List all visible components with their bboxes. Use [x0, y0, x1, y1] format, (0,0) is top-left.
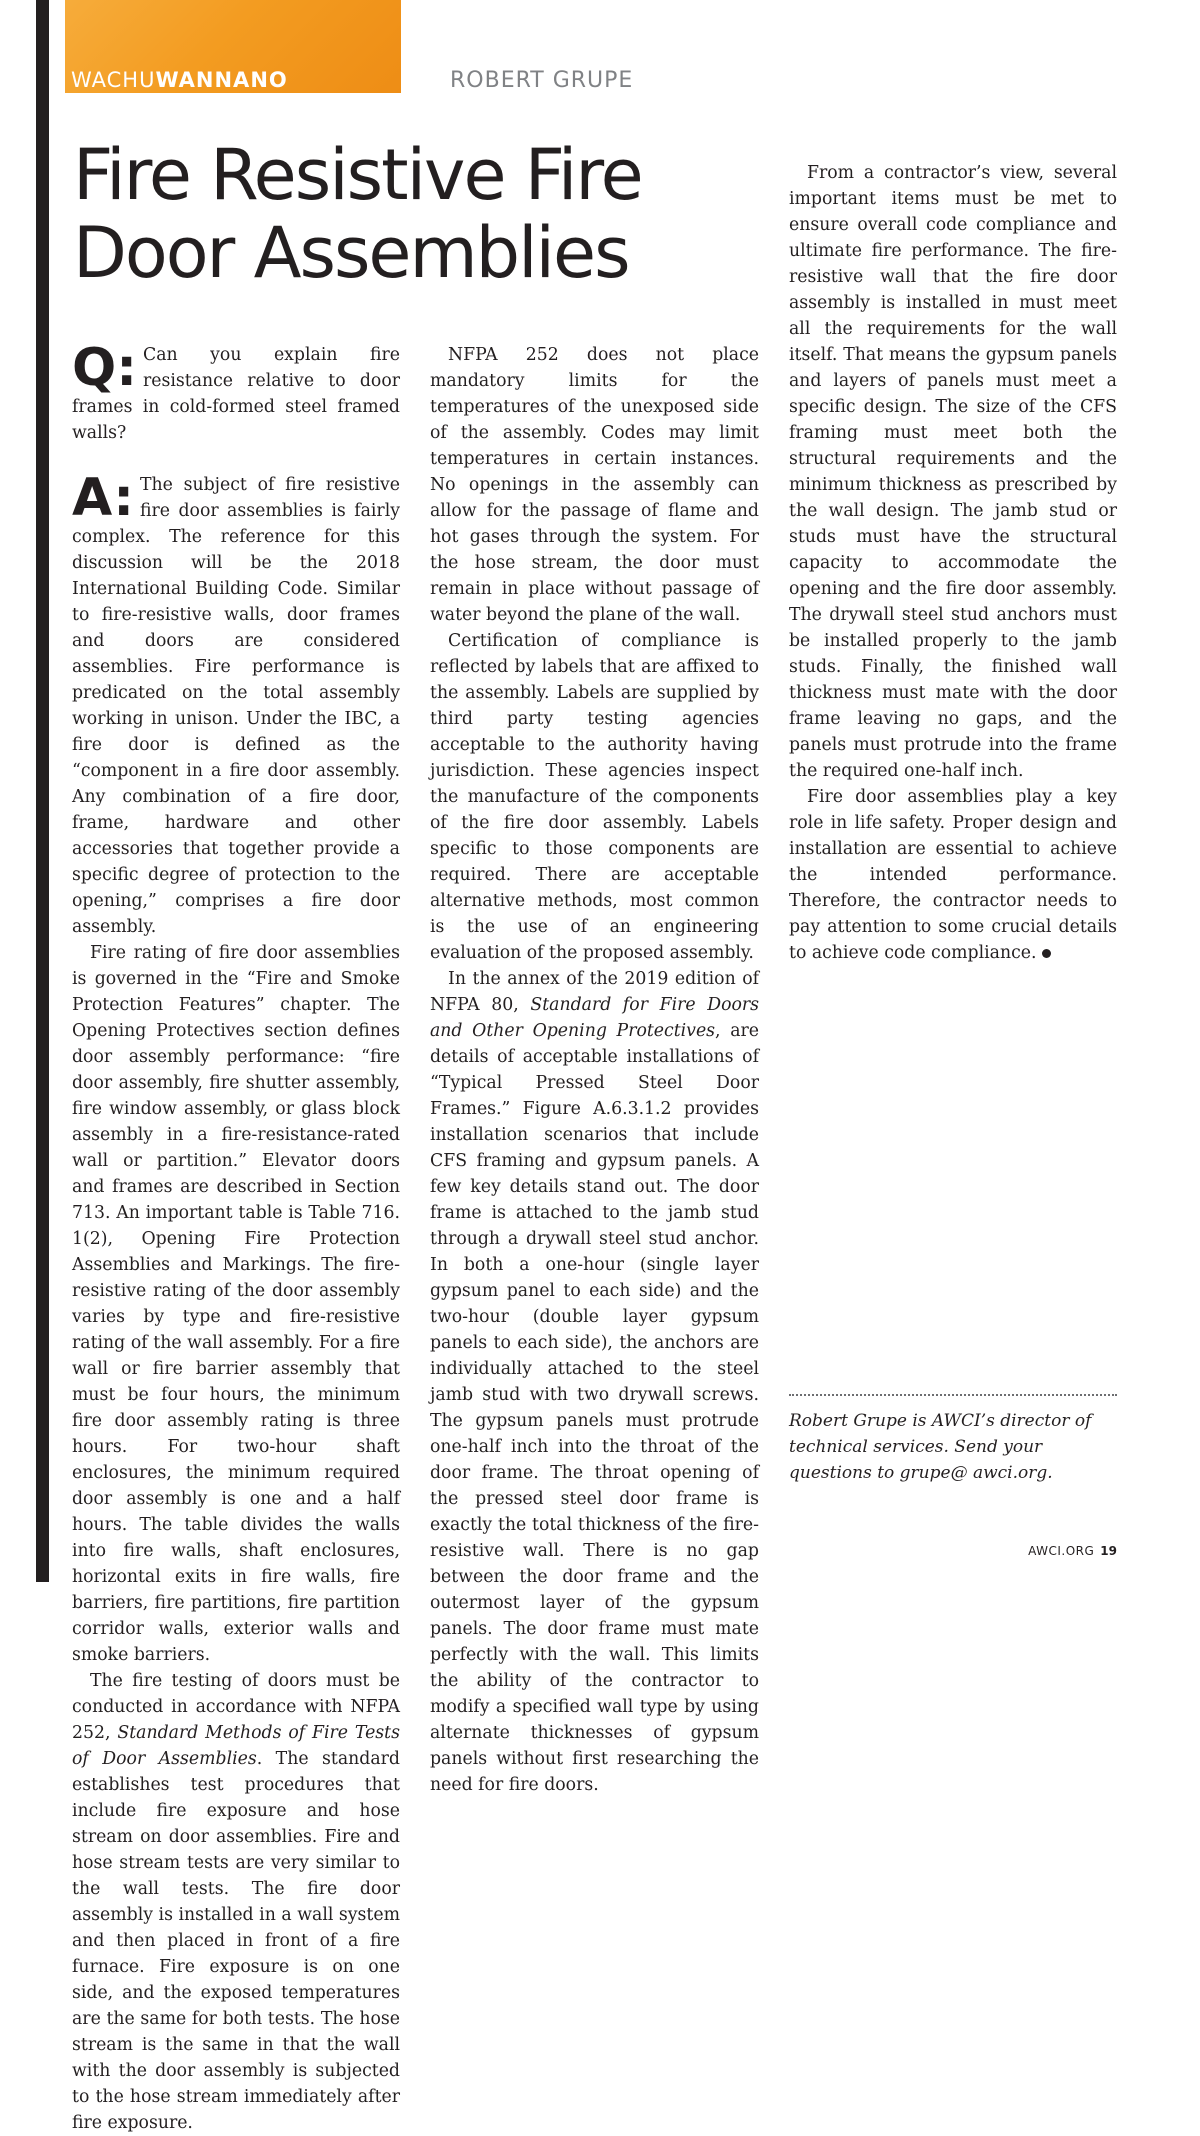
question-letter: Q:	[72, 338, 137, 398]
page-number: 19	[1100, 1544, 1117, 1558]
text-column-3	[789, 160, 1117, 966]
annex-rest: , are details of acceptable installations of “Typical Pressed Steel Door Frames.” Figure A.6.3.1.2 provides installation scenarios that include CFS framing and gypsum panels. A few key details stand out. The door frame is attached to the jamb stud through a drywall steel stud anchor. In both a one-hour (single layer gypsum panel to each side) and the two-hour (double layer gypsum panels to each side), the anchors are individually attached to the steel jamb stud with two drywall screws. The gypsum panels must protrude one-half inch into the throat of the door frame. The throat opening of the pressed steel door frame is exactly the total thickness of the fire-resistive wall. There is no gap between the door frame and the outermost layer of the gypsum panels. The door frame must mate perfectly with the wall. This limits the ability of the contractor to modify a specified wall type by using alternate thicknesses of gypsum panels without first researching the need for fire doors.	[430, 1021, 760, 1795]
column-banner	[65, 0, 401, 93]
closing-text: Fire door assemblies play a key role in life safety. Proper design and installation are essential to achieve the intended performance. Therefore, the contractor needs to pay attention to some crucial details to achieve code compliance.	[789, 787, 1117, 963]
paragraph-closing	[789, 784, 1117, 966]
article-title: Fire Resistive Fire Door Assemblies	[73, 134, 642, 294]
text-column-2	[430, 342, 759, 1798]
author-bio: Robert Grupe is AWCI’s director of technical services. Send your questions to grupe@ awci.org.	[789, 1411, 1092, 1483]
paragraph-certification: Certification of compliance is reflected by labels that are affixed to the assembly. Labels are supplied by third party testing agencies acceptable to the authority having jurisdiction. These agencies inspect the manufacture of the components of the fire door assembly. Labels specific to those components are required. There are acceptable alternative methods, most common is the use of an engineering evaluation of the proposed assembly.	[430, 631, 759, 963]
column-name-heavy: WANNANO	[155, 68, 288, 92]
page-spine-bar	[36, 0, 49, 1582]
end-mark-icon	[1042, 949, 1051, 958]
testing-lead: The fire testing of doors must be conducted in accordance with NFPA 252,	[72, 1671, 400, 1743]
text-column-1	[72, 338, 400, 2136]
column-name-light: WACHU	[71, 68, 156, 92]
bio-divider	[789, 1394, 1117, 1396]
page-footer	[1000, 1544, 1117, 1558]
answer-letter: A:	[72, 468, 135, 528]
author-byline: ROBERT GRUPE	[450, 68, 634, 93]
testing-citation: Standard Methods of Fire Tests of Door Assemblies	[72, 1723, 400, 1769]
paragraph-fire-testing	[72, 1668, 400, 2136]
testing-rest: . The standard establishes test procedures that include fire exposure and hose stream on door assemblies. Fire and hose stream tests are very similar to the wall tests. The fire door assembly is installed in a wall system and then placed in front of a fire furnace. Fire exposure is on one side, and the exposed temperatures are the same for both tests. The hose stream is the same in that the wall with the door assembly is subjected to the hose stream immediately after fire exposure.	[72, 1749, 400, 2133]
question-text: Can you explain fire resistance relative to door frames in cold-formed steel framed walls?	[72, 345, 400, 443]
annex-citation: Standard for Fire Doors and Other Opening Protectives	[430, 995, 760, 1041]
footer-site: AWCI.ORG	[1028, 1544, 1095, 1558]
answer-intro: The subject of fire resistive fire door assemblies is fairly complex. The reference for this discussion will be the 2018 International Building Code. Similar to fire-resistive walls, door frames and doors are considered assemblies. Fire performance is predicated on the total assembly working in unison. Under the IBC, a fire door is defined as the “component in a fire door assembly. Any combination of a fire door, frame, hardware and other accessories that together provide a specific degree of protection to the opening,” comprises a fire door assembly.	[72, 475, 400, 937]
column-name	[71, 68, 288, 92]
annex-lead: In the annex of the 2019 edition of NFPA 80,	[430, 969, 759, 1015]
question-block	[72, 338, 400, 446]
answer-block	[72, 468, 400, 940]
paragraph-contractor-view: From a contractor’s view, several important items must be met to ensure overall code compliance and ultimate fire performance. The fire-resistive wall that the fire door assembly is installed in must meet all the requirements for the wall itself. That means the gypsum panels and layers of panels must meet a specific design. The size of the CFS framing must meet both the structural requirements and the minimum thickness as prescribed by the wall design. The jamb stud or studs must have the structural capacity to accommodate the opening and the fire door assembly. The drywall steel stud anchors must be installed properly to the jamb studs. Finally, the finished wall thickness must mate with the door frame leaving no gaps, and the panels must protrude into the frame the required one-half inch.	[789, 163, 1117, 781]
paragraph-fire-rating: Fire rating of fire door assemblies is governed in the “Fire and Smoke Protection Features” chapter. The Opening Protectives section defines door assembly performance: “fire door assembly, fire shutter assembly, fire window assembly, or glass block assembly in a fire-resistance-rated wall or partition.” Elevator doors and frames are described in Section 713. An important table is Table 716. 1(2), Opening Fire Protection Assemblies and Markings. The fire-resistive rating of the door assembly varies by type and fire-resistive rating of the wall assembly. For a fire wall or fire barrier assembly that must be four hours, the minimum fire door assembly rating is three hours. For two-hour shaft enclosures, the minimum required door assembly is one and a half hours. The table divides the walls into fire walls, shaft enclosures, horizontal exits in fire walls, fire barriers, fire partitions, fire partition corridor walls, exterior walls and smoke barriers.	[72, 943, 400, 1665]
paragraph-nfpa-limits: NFPA 252 does not place mandatory limits for the temperatures of the unexposed side of the assembly. Codes may limit temperatures in certain instances. No openings in the assembly can allow for the passage of flame and hot gases through the system. For the hose stream, the door must remain in place without passage of water beyond the plane of the wall.	[430, 345, 759, 625]
paragraph-annex	[430, 966, 759, 1798]
